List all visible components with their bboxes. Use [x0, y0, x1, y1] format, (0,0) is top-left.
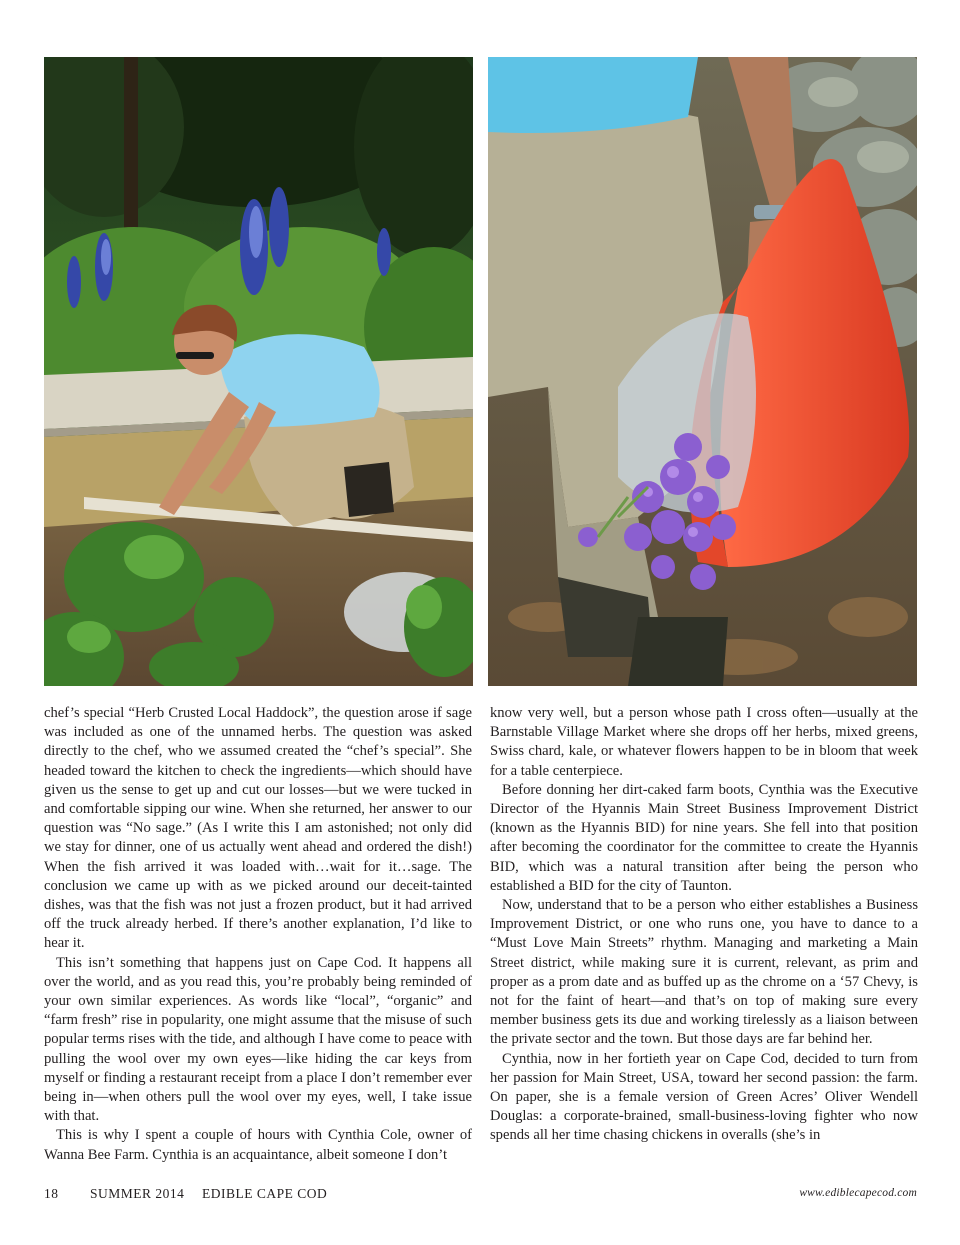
website-url: www.ediblecapecod.com: [799, 1187, 917, 1199]
paragraph: know very well, but a person whose path I cross often—usually at the Barnstable Village Market where she drops off her herbs, mixed greens, Swiss chard, kale, or whatever flowers happen to be in bloom that week for a table centerpiece.: [490, 705, 918, 779]
publication-name: EDIBLE CAPE COD: [202, 1186, 328, 1201]
paragraph: Before donning her dirt-caked farm boots, Cynthia was the Executive Director of the Hyannis Main Street Business Improvement District (known as the Hyannis BID) for nine years. She fell into that position after becoming the coordinator for the committee to create the Hyannis BID, which was a natural transition after being the person who established a BID for the city of Taunton.: [490, 781, 918, 894]
page-number: 18: [44, 1186, 59, 1201]
chive-blossoms-in-red-basket-photo: [488, 57, 917, 686]
article-column-left: [44, 704, 472, 1165]
paragraph: This is why I spent a couple of hours with Cynthia Cole, owner of Wanna Bee Farm. Cynthia is an acquaintance, albeit someone I don’t: [44, 1127, 472, 1163]
paragraph: Cynthia, now in her fortieth year on Cape Cod, decided to turn from her passion for Main Street, USA, toward her second passion: the farm. On paper, she is a female version of Green Acres’ Oliver Wendell Douglas: a corporate-brained, small-business-loving fighter who now spends all her time chasing chickens in overalls (she’s in: [490, 1050, 918, 1144]
issue-label: SUMMER 2014: [90, 1186, 185, 1201]
woman-harvesting-herbs-photo: [44, 57, 473, 686]
article-column-right: [490, 704, 918, 1146]
paragraph: This isn’t something that happens just on Cape Cod. It happens all over the world, and as you read this, you’re probably being reminded of your own similar experiences. As words like “local”, “organic” and “farm fresh” rise in popularity, one might assume that the misuse of such popular terms rises with the tide, and although I have come to peace with pulling the wool over my own eyes—like hiding the car keys from myself or finding a restaurant receipt from a place I don’t remember ever being in—when others pull the wool over my eyes, well, I take issue with that.: [44, 954, 472, 1125]
page-footer: [44, 1186, 917, 1206]
paragraph: chef’s special “Herb Crusted Local Haddock”, the question arose if sage was included as one of the unnamed herbs. The question was asked directly to the chef, who we assumed created the “chef’s special”. She headed toward the kitchen to check the ingredients—which should have given us the sense to get up and cut our losses—but we were tucked in and comfortable sipping our wine. When she returned, her answer to our question was “No sage.” (As I write this I am astonished; not only did we stay for dinner, one of us actually went ahead and ordered the dish!) When the fish arrived it was loaded with…wait for it…sage. The conclusion we came up with as we picked around our deceit-tainted dishes, was that the fish was not just a frozen product, but it had arrived off the truck already herbed. If there’s another explanation, I’d like to hear it.: [44, 705, 472, 952]
paragraph: Now, understand that to be a person who either establishes a Business Improvement District, or one who runs one, you have to dance to a “Must Love Main Streets” rhythm. Managing and marketing a Main Street district, while making sure it is current, relevant, as prim and proper as a prom date and as buffed up as the chrome on a ‘57 Chevy, is not for the faint of heart—and that’s on top of making sure every member business gets its due and working tirelessly as a liaison between the private sector and the town. But those days are far behind her.: [490, 897, 918, 1048]
